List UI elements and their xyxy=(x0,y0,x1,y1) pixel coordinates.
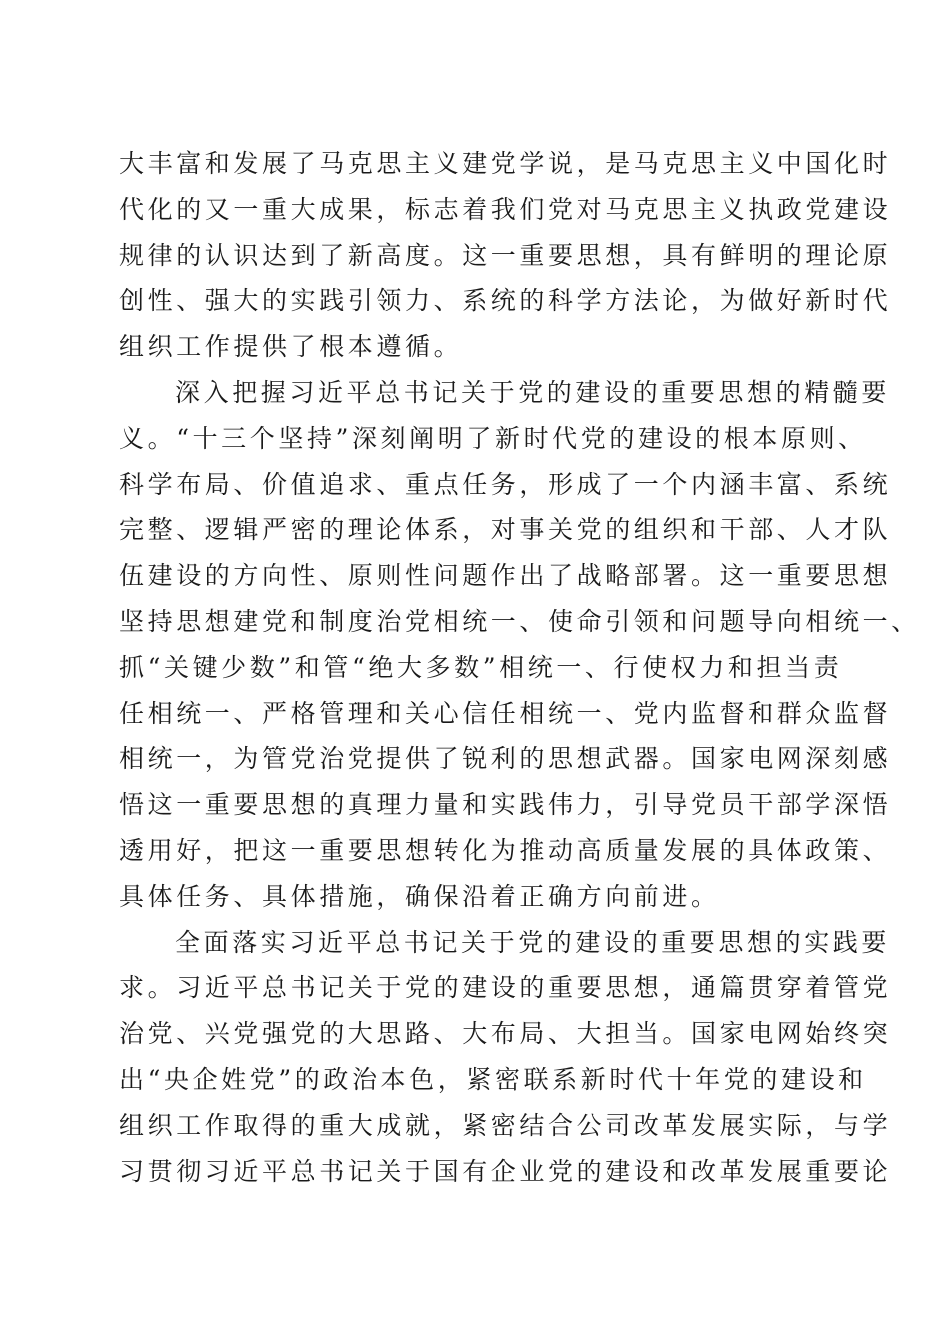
paragraph-2 xyxy=(119,370,920,920)
paragraph-3 xyxy=(119,920,892,1195)
text-line: 透用好，把这一重要思想转化为推动高质量发展的具体政策、 xyxy=(119,835,892,865)
text-line: 科学布局、价值追求、重点任务，形成了一个内涵丰富、系统 xyxy=(119,469,892,499)
text-line: 相统一，为管党治党提供了锐利的思想武器。国家电网深刻感 xyxy=(119,744,892,774)
text-line: 伍建设的方向性、原则性问题作出了战略部署。这一重要思想 xyxy=(119,561,892,591)
text-line: 悟这一重要思想的真理力量和实践伟力，引导党员干部学深悟 xyxy=(119,790,892,820)
text-line: 创性、强大的实践引领力、系统的科学方法论，为做好新时代 xyxy=(119,286,892,316)
text-line: 组织工作取得的重大成就，紧密结合公司改革发展实际，与学 xyxy=(119,1110,892,1140)
text-line: 出“央企姓党”的政治本色，紧密联系新时代十年党的建设和 xyxy=(119,1064,867,1094)
text-line: 求。习近平总书记关于党的建设的重要思想，通篇贯穿着管党 xyxy=(119,973,892,1003)
text-line: 代化的又一重大成果，标志着我们党对马克思主义执政党建设 xyxy=(119,194,892,224)
text-line: 抓“关键少数”和管“绝大多数”相统一、行使权力和担当责 xyxy=(119,652,843,682)
text-line: 规律的认识达到了新高度。这一重要思想，具有鲜明的理论原 xyxy=(119,240,892,270)
text-line: 具体任务、具体措施，确保沿着正确方向前进。 xyxy=(119,881,720,911)
text-line: 坚持思想建党和制度治党相统一、使命引领和问题导向相统一、 xyxy=(119,606,920,636)
text-line: 治党、兴党强党的大思路、大布局、大担当。国家电网始终突 xyxy=(119,1019,892,1049)
text-line: 全面落实习近平总书记关于党的建设的重要思想的实践要 xyxy=(175,927,891,957)
text-line: 习贯彻习近平总书记关于国有企业党的建设和改革发展重要论 xyxy=(119,1156,892,1186)
text-line: 深入把握习近平总书记关于党的建设的重要思想的精髓要 xyxy=(175,377,891,407)
body-text xyxy=(119,141,920,1194)
text-line: 义。“十三个坚持”深刻阐明了新时代党的建设的根本原则、 xyxy=(119,423,867,453)
text-line: 大丰富和发展了马克思主义建党学说，是马克思主义中国化时 xyxy=(119,149,892,178)
text-line: 完整、逻辑严密的理论体系，对事关党的组织和干部、人才队 xyxy=(119,515,892,545)
text-line: 任相统一、严格管理和关心信任相统一、党内监督和群众监督 xyxy=(119,698,892,728)
paragraph-1 xyxy=(119,141,892,370)
text-line: 组织工作提供了根本遵循。 xyxy=(119,332,463,362)
